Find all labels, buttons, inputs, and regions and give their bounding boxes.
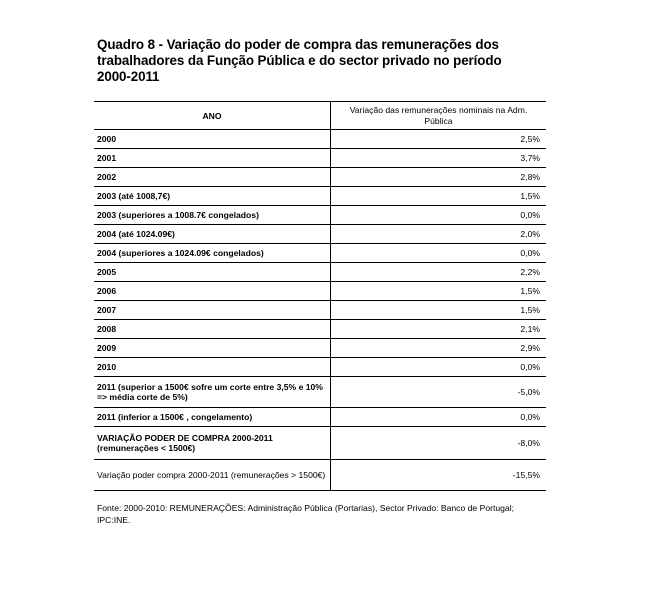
row-label: 2004 (até 1024.09€) [94, 225, 331, 243]
header-variacao-label: Variação das remunerações nominais na Adm. Pública [349, 104, 528, 126]
row-value: 2,0% [520, 229, 540, 239]
table-row [94, 320, 546, 339]
row-value: -8,0% [517, 438, 540, 448]
row-value: 0,0% [520, 362, 540, 372]
row-label: Variação poder compra 2000-2011 (remunerações > 1500€) [94, 460, 331, 490]
row-value: 1,5% [520, 286, 540, 296]
row-label: 2007 [94, 301, 331, 319]
table-row [94, 377, 546, 408]
table-row [94, 339, 546, 358]
row-label: 2003 (superiores a 1008.7€ congelados) [94, 206, 331, 224]
table-row [94, 130, 546, 149]
row-label: 2009 [94, 339, 331, 357]
row-value: 2,2% [520, 267, 540, 277]
table-row [94, 427, 546, 460]
row-label: 2010 [94, 358, 331, 376]
table-row [94, 358, 546, 377]
table-row [94, 168, 546, 187]
row-label: 2003 (até 1008,7€) [94, 187, 331, 205]
row-label: 2000 [94, 130, 331, 148]
row-value: 1,5% [520, 191, 540, 201]
row-label: 2005 [94, 263, 331, 281]
row-value: 2,8% [520, 172, 540, 182]
row-value: 3,7% [520, 153, 540, 163]
row-value: 0,0% [520, 248, 540, 258]
table-title: Quadro 8 - Variação do poder de compra das remunerações dos trabalhadores da Função Pública e do sector privado no período 2000-2011 [97, 37, 502, 84]
table-row [94, 263, 546, 282]
row-label: VARIAÇÃO PODER DE COMPRA 2000-2011 (remunerações < 1500€) [94, 427, 331, 459]
table-row [94, 206, 546, 225]
source-footnote: Fonte: 2000-2010: REMUNERAÇÕES: Administração Pública (Portarias), Sector Privado: Banco de Portugal; IPC:INE. [97, 503, 514, 525]
table-row [94, 225, 546, 244]
header-ano: ANO [94, 102, 331, 129]
table-row [94, 460, 546, 491]
table-header-row [94, 102, 546, 130]
row-value: 0,0% [520, 412, 540, 422]
table-row [94, 149, 546, 168]
row-label: 2002 [94, 168, 331, 186]
table-row [94, 244, 546, 263]
row-value: 1,5% [520, 305, 540, 315]
row-label: 2001 [94, 149, 331, 167]
row-value: 2,5% [520, 134, 540, 144]
table-row [94, 301, 546, 320]
header-variacao [331, 102, 546, 129]
table-row [94, 408, 546, 427]
row-value: 0,0% [520, 210, 540, 220]
row-value: -15,5% [512, 470, 540, 480]
row-value: 2,1% [520, 324, 540, 334]
row-value: -5,0% [517, 387, 540, 397]
row-label: 2006 [94, 282, 331, 300]
row-label: 2011 (inferior a 1500€ , congelamento) [94, 408, 331, 426]
row-label: 2004 (superiores a 1024.09€ congelados) [94, 244, 331, 262]
row-value: 2,9% [520, 343, 540, 353]
table-row [94, 187, 546, 206]
data-table [94, 101, 546, 491]
row-label: 2011 (superior a 1500€ sofre um corte entre 3,5% e 10% => média corte de 5%) [94, 377, 331, 407]
table-row [94, 282, 546, 301]
row-label: 2008 [94, 320, 331, 338]
